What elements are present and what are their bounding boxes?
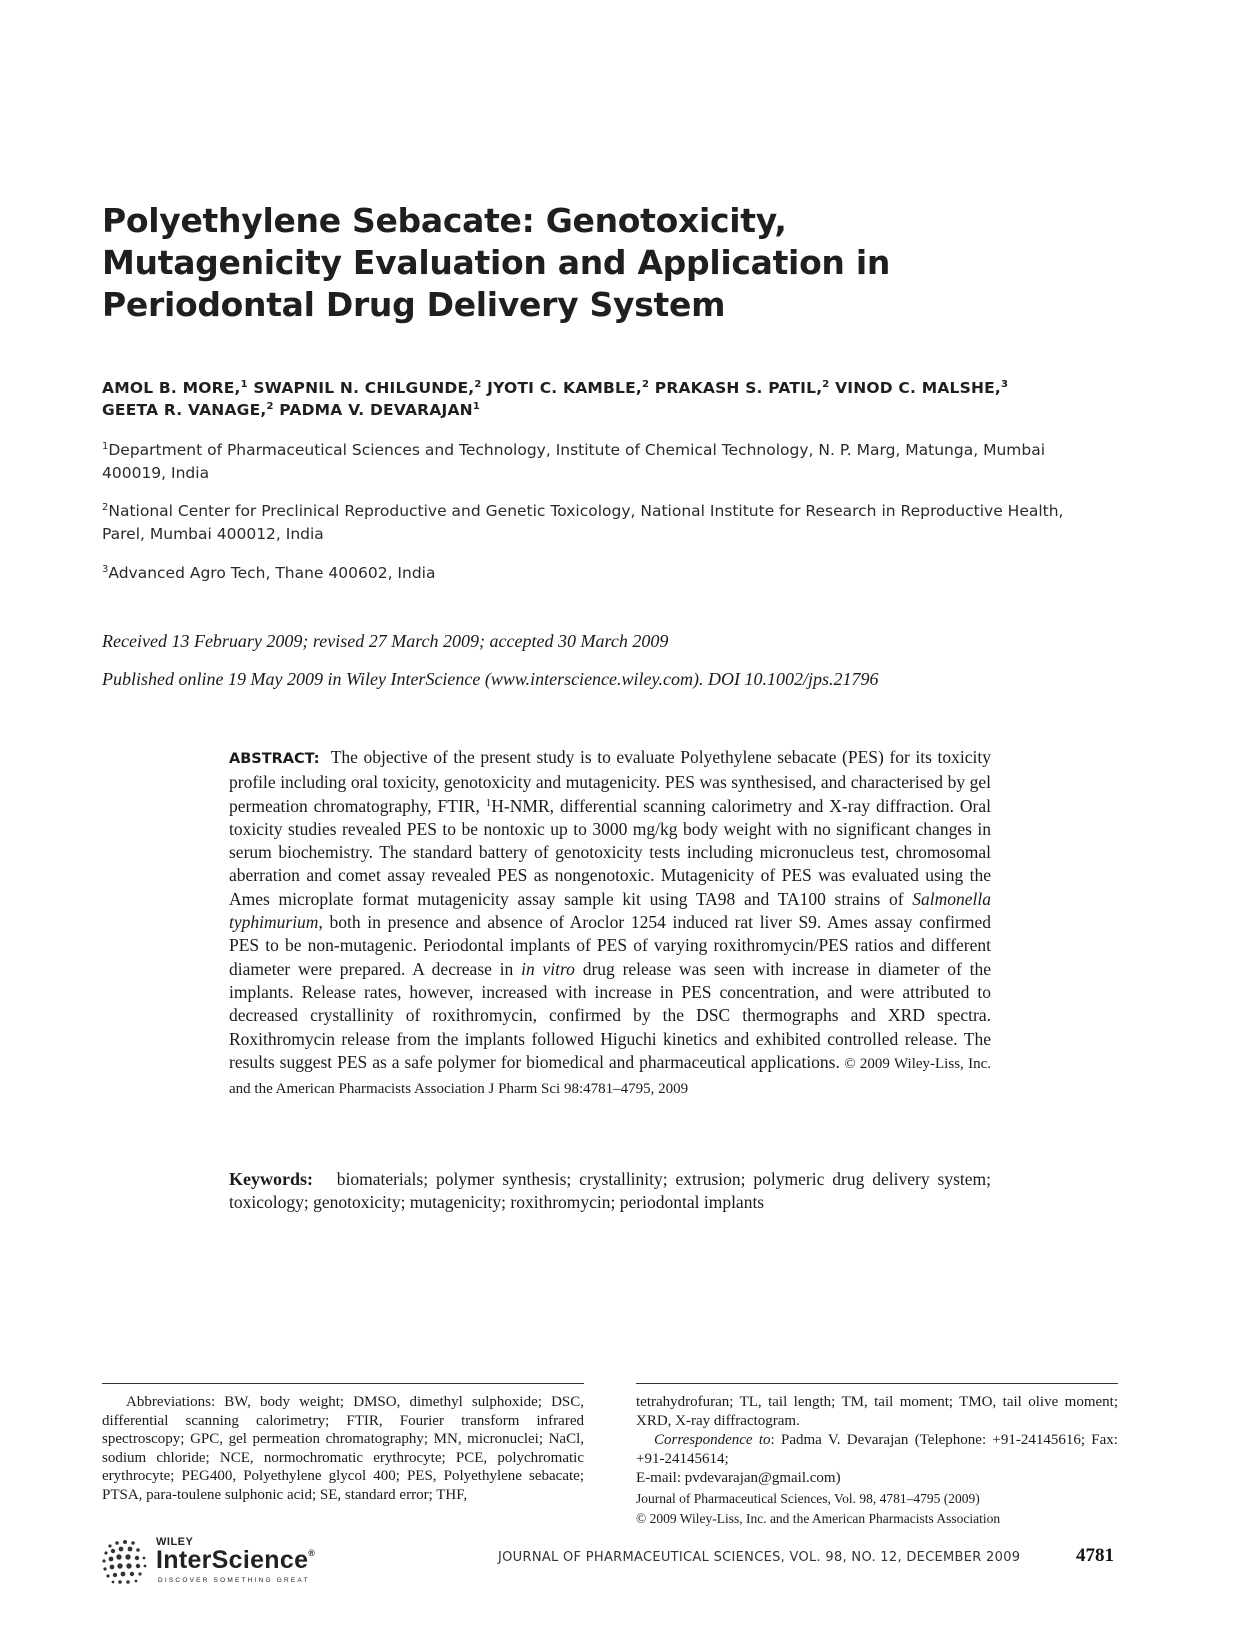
author: AMOL B. MORE,$^1$ — [102, 379, 248, 397]
abstract-label: ABSTRACT: — [229, 751, 320, 767]
author-list — [102, 377, 1102, 421]
footnote-copyright: © 2009 Wiley-Liss, Inc. and the American Pharmacists Association — [636, 1511, 1001, 1526]
logo-tagline: DISCOVER SOMETHING GREAT — [158, 1577, 310, 1584]
author: GEETA R. VANAGE,$^2$ — [102, 401, 274, 419]
abstract: ABSTRACT: The objective of the present study is to evaluate Polyethylene sebacate (PES) for its toxicity profile including oral toxicity, genotoxicity and mutagenicity. PES was synthesised, and characterised by gel permeation chromatography, FTIR, $^1$H-NMR, differential scanning calorimetry and X-ray diffraction. Oral toxicity studies revealed PES to be nontoxic up to 3000 mg/kg body weight with no significant changes in serum biochemistry. The standard battery of genotoxicity tests including micronucleus test, chromosomal aberration and comet assay revealed PES as nongenotoxic. Mutagenicity of PES was evaluated using the Ames microplate format mutagenicity assay sample kit using TA98 and TA100 strains of Salmonella typhimurium, both in presence and absence of Aroclor 1254 induced rat liver S9. Ames assay confirmed PES to be non-mutagenic. Periodontal implants of PES of varying roxithromycin/PES ratios and different diameter were prepared. A decrease in in vitro drug release was seen with increase in diameter of the implants. Release rates, however, increased with increase in PES concentration, and were attributed to decreased crystallinity of roxithromycin, confirmed by the DSC thermographs and XRD spectra. Roxithromycin release from the implants followed Higuchi kinetics and exhibited controlled release. The results suggest PES as a safe polymer for biomedical and pharmaceutical applications. © 2009 Wiley-Liss, Inc. and the American Pharmacists Association J Pharm Sci 98:4781–4795, 2009 — [229, 747, 992, 1098]
abbreviations-footnote: Abbreviations: BW, body weight; DMSO, dimethyl sulphoxide; DSC, differential scanning calorimetry; FTIR, Fourier transform infrared spectroscopy; GPC, gel permeation chromatography; MN, micronuclei; NaCl, sodium chloride; NCE, normochromatic erythrocyte; PCE, polychromatic erythrocyte; PEG400, Polyethylene glycol 400; PES, Polyethylene sebacate; PTSA, para-toulene sulphonic acid; SE, standard error; THF, — [102, 1394, 584, 1503]
affiliation-3: $^3$Advanced Agro Tech, Thane 400602, India — [102, 564, 436, 582]
email: E-mail: pvdevarajan@gmail.com) — [636, 1470, 841, 1486]
affiliation-2: $^2$National Center for Preclinical Reproductive and Genetic Toxicology, National Institute for Research in Reproductive Health, Parel, Mumbai 400012, India — [102, 502, 1064, 543]
interscience-wordmark: InterScience® — [156, 1546, 316, 1574]
correspondence-footnote: Correspondence to: Padma V. Devarajan (Telephone: +91-24145616; Fax: +91-24145614; — [636, 1432, 1118, 1467]
running-footer: JOURNAL OF PHARMACEUTICAL SCIENCES, VOL. 98, NO. 12, DECEMBER 2009 — [498, 1550, 1021, 1565]
keywords: Keywords: biomaterials; polymer synthesis; crystallinity; extrusion; polymeric drug delivery system; toxicology; genotoxicity; mutagenicity; roxithromycin; periodontal implants — [229, 1169, 991, 1213]
globe-dots-icon — [100, 1538, 156, 1588]
abstract-copyright: © 2009 Wiley-Liss, Inc. and the American Pharmacists Association J Pharm Sci 98:4781–4795, 2009 — [229, 1055, 992, 1098]
affiliation-1: $^1$Department of Pharmaceutical Sciences and Technology, Institute of Chemical Technology, N. P. Marg, Matunga, Mumbai 400019, India — [102, 441, 1046, 482]
author: VINOD C. MALSHE,$^3$ — [835, 379, 1009, 397]
footnote-divider — [636, 1383, 1118, 1384]
abbreviations-footnote-continued: tetrahydrofuran; TL, tail length; TM, tail moment; TMO, tail olive moment; XRD, X-ray diffractogram. — [636, 1394, 1118, 1429]
wiley-interscience-logo — [100, 1536, 340, 1588]
footnote-divider — [102, 1383, 584, 1384]
page-number: 4781 — [1076, 1545, 1114, 1566]
author: JYOTI C. KAMBLE,$^2$ — [487, 379, 650, 397]
received-dates: Received 13 February 2009; revised 27 March 2009; accepted 30 March 2009 — [102, 631, 669, 651]
publication-info: Published online 19 May 2009 in Wiley InterScience (www.interscience.wiley.com). DOI 10.1002/jps.21796 — [102, 669, 879, 689]
author: PRAKASH S. PATIL,$^2$ — [654, 379, 830, 397]
author: SWAPNIL N. CHILGUNDE,$^2$ — [253, 379, 482, 397]
keywords-label: Keywords: — [229, 1169, 313, 1189]
wiley-wordmark: WILEY — [156, 1536, 194, 1548]
author: PADMA V. DEVARAJAN$^1$ — [279, 401, 480, 419]
article-title: Polyethylene Sebacate: Genotoxicity, Mutagenicity Evaluation and Application in Periodontal Drug Delivery System — [102, 201, 891, 324]
journal-reference: Journal of Pharmaceutical Sciences, Vol. 98, 4781–4795 (2009) — [636, 1491, 980, 1506]
